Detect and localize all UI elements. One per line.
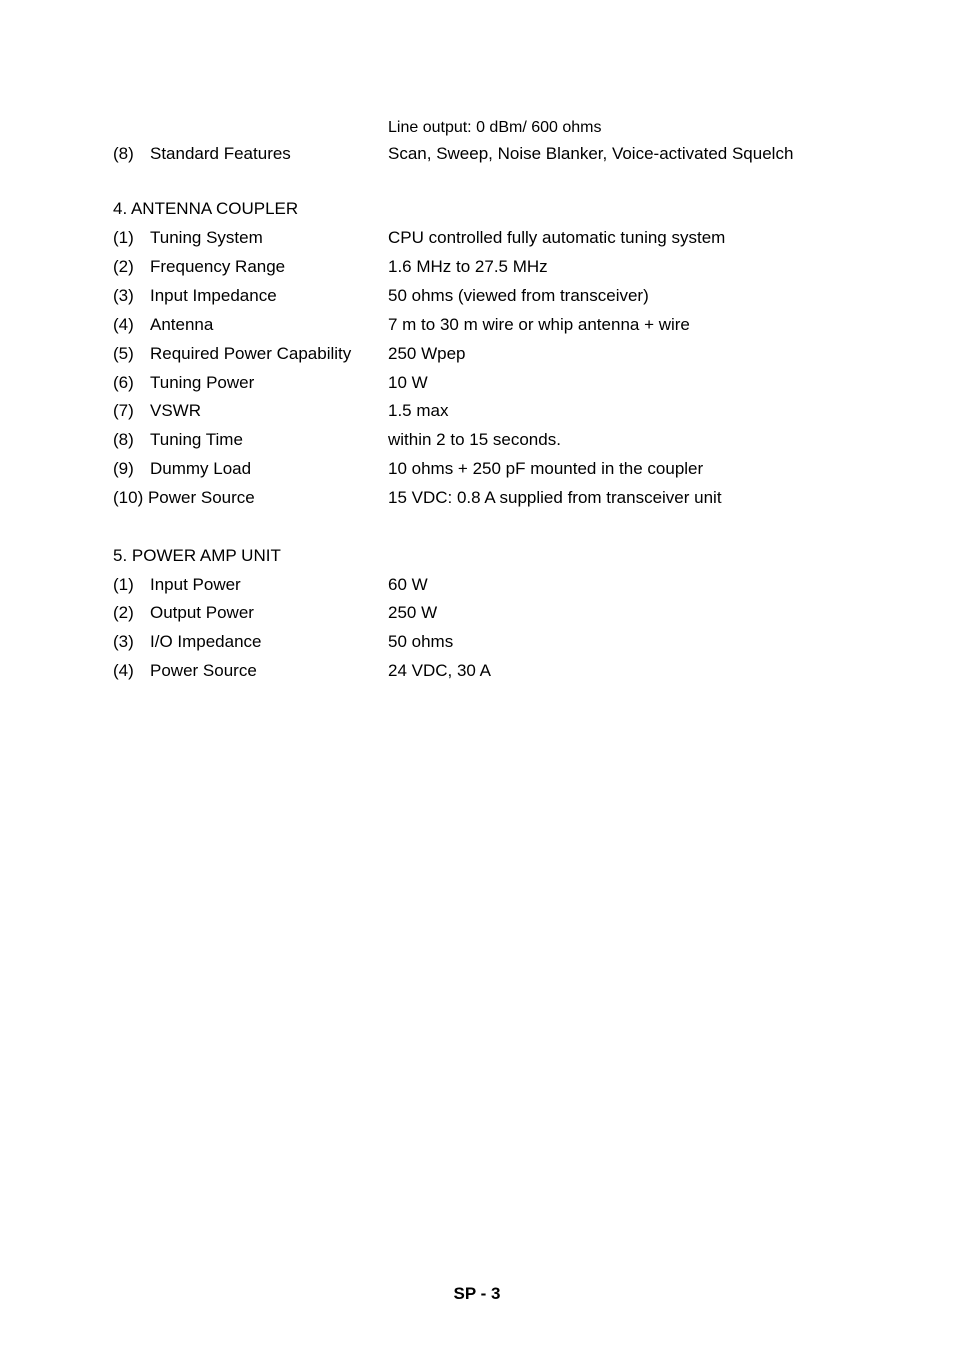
spec-row [0,313,954,337]
spec-number: (8) [113,144,134,163]
spec-row [0,284,954,308]
spec-label: Power Source [150,661,257,680]
spec-label: Required Power Capability [150,344,352,363]
section-title: 4. ANTENNA COUPLER [113,199,299,218]
spec-value: 50 ohms (viewed from transceiver) [388,286,649,305]
spec-value: Line output: 0 dBm/ 600 ohms [388,119,602,136]
spec-row [0,399,954,423]
spec-number: (3) [113,286,134,305]
spec-label: Frequency Range [150,257,286,276]
spec-row [0,342,954,366]
spec-number: (9) [113,459,134,478]
spec-value: 24 VDC, 30 A [388,661,492,680]
section-heading-antenna-coupler [0,197,954,221]
spec-label: Input Power [150,575,241,594]
spec-value: 10 ohms + 250 pF mounted in the coupler [388,459,704,478]
spec-row [0,371,954,395]
spec-value: Scan, Sweep, Noise Blanker, Voice-activated Squelch [388,144,794,163]
spec-number: (6) [113,373,134,392]
spec-value: 250 Wpep [388,344,466,363]
spec-value: 250 W [388,603,438,622]
spec-number: (1) [113,228,134,247]
spec-value: 1.5 max [388,401,449,420]
spec-row-standard-features [0,142,954,166]
spec-row [0,255,954,279]
spec-label: VSWR [150,401,201,420]
spec-value: 1.6 MHz to 27.5 MHz [388,257,548,276]
spec-label: I/O Impedance [150,632,262,651]
spec-number: (7) [113,401,134,420]
spec-value: 7 m to 30 m wire or whip antenna + wire [388,315,690,334]
spec-row [0,630,954,654]
spec-label: Antenna [150,315,214,334]
spec-value: 50 ohms [388,632,454,651]
spec-number: (3) [113,632,134,651]
page-number: SP - 3 [453,1284,501,1303]
section-title: 5. POWER AMP UNIT [113,546,281,565]
spec-row [0,601,954,625]
spec-value: 10 W [388,373,428,392]
spec-row [0,573,954,597]
spec-row-line-output [0,116,954,140]
spec-label: Tuning Time [150,430,243,449]
section-heading-power-amp [0,544,954,568]
spec-label: Dummy Load [150,459,252,478]
spec-value: 15 VDC: 0.8 A supplied from transceiver unit [388,488,722,507]
spec-number: (8) [113,430,134,449]
spec-row [0,659,954,683]
spec-number: (4) [113,315,134,334]
spec-number: (2) [113,603,134,622]
spec-number: (2) [113,257,134,276]
spec-row [0,226,954,250]
spec-label: Tuning System [150,228,263,247]
spec-value: CPU controlled fully automatic tuning system [388,228,726,247]
spec-row [0,457,954,481]
spec-label: Output Power [150,603,254,622]
spec-number: (5) [113,344,134,363]
spec-number: (4) [113,661,134,680]
spec-label: Standard Features [150,144,291,163]
spec-value: within 2 to 15 seconds. [388,430,561,449]
spec-row [0,428,954,452]
spec-row [0,486,954,510]
spec-label: Input Impedance [150,286,277,305]
spec-label: Tuning Power [150,373,255,392]
spec-value: 60 W [388,575,428,594]
spec-number: (10) Power Source [113,488,255,507]
spec-number: (1) [113,575,134,594]
